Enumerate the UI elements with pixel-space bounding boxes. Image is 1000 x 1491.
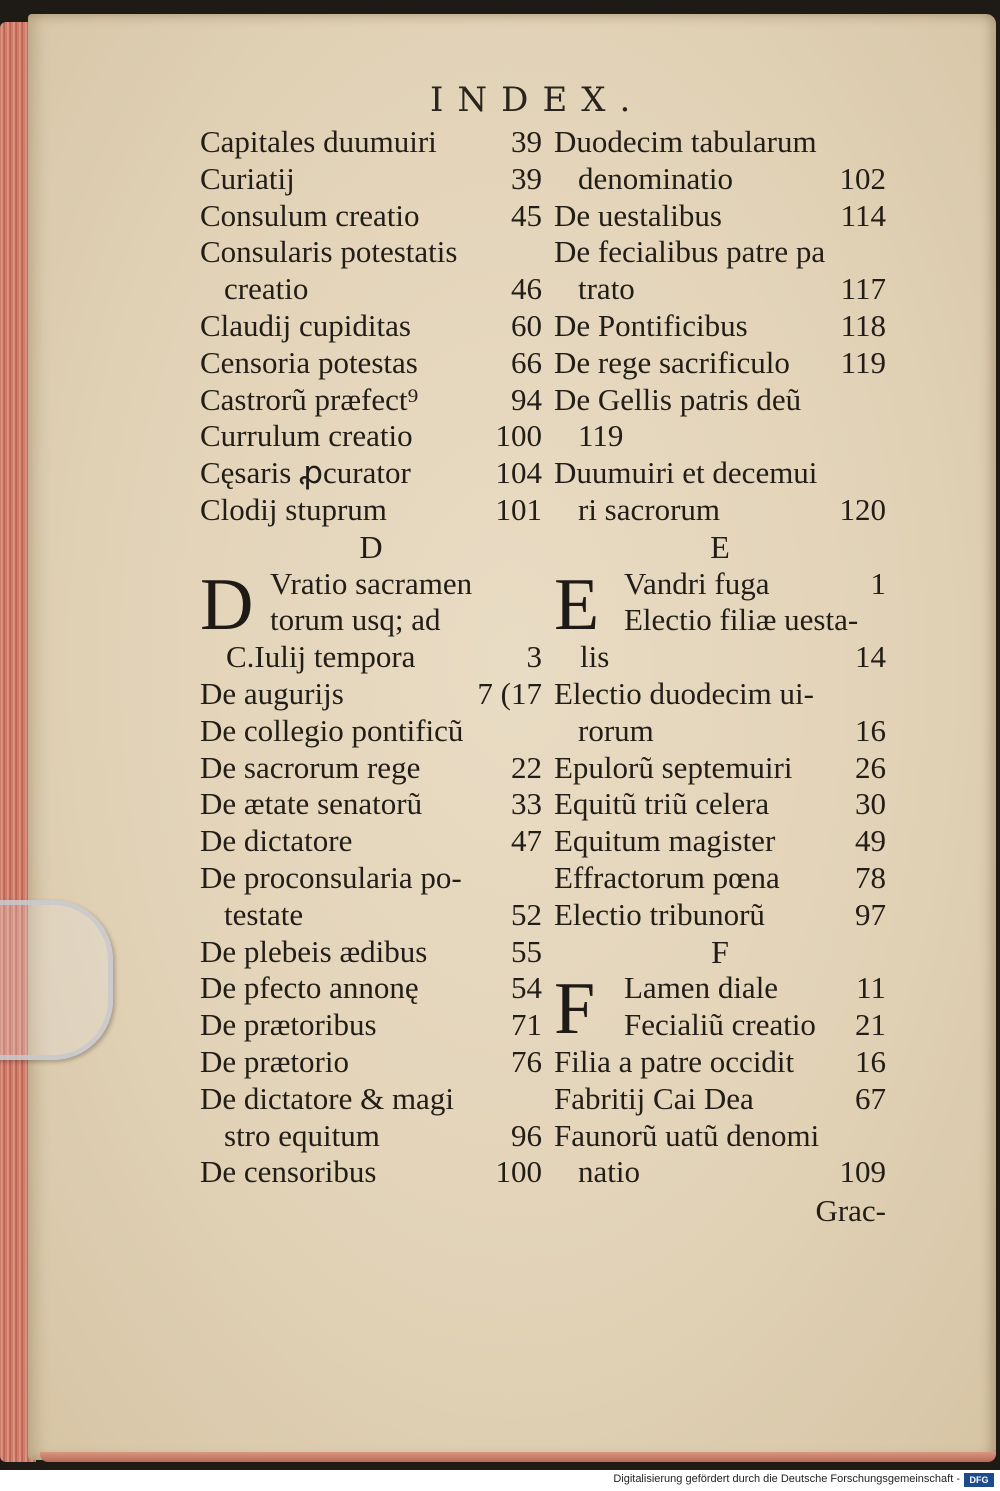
index-entry [200,308,542,345]
entry-text: Fecialiũ creatio [624,1007,816,1043]
index-entry [200,382,542,419]
entry-text: De Gellis patris deũ [554,381,802,417]
entry-page-number: 102 [839,160,886,196]
index-column-right [554,124,886,1230]
entry-page-number: 45 [511,197,542,233]
index-entry [554,198,886,235]
entry-page-number: 119 [840,344,886,380]
entry-page-number: 14 [855,639,886,675]
entry-text: lis [580,639,610,675]
index-entry [200,934,542,971]
entry-text: 119 [578,418,624,454]
entry-text: Effractorum pœna [554,859,780,895]
drop-cap-f: F [554,968,596,1051]
entry-page-number: 54 [511,970,542,1006]
entry-text: trato [578,271,635,307]
entry-page-number: 100 [495,1154,542,1190]
entry-page-number: 104 [495,455,542,491]
f-entries [554,1044,886,1191]
entry-text: Equitũ triũ celera [554,786,770,822]
index-entry [554,639,886,676]
drop-cap-block-d [200,563,542,676]
entry-text: De dictatore & magi [200,1080,454,1116]
index-entry [554,970,886,1007]
index-entry [554,271,886,308]
entry-page-number: 21 [855,1007,886,1043]
index-entry [554,455,886,492]
entry-page-number: 66 [511,344,542,380]
index-entry [200,345,542,382]
entry-page-number: 71 [511,1007,542,1043]
entry-text: Claudij cupiditas [200,307,411,343]
entry-page-number: 46 [511,271,542,307]
index-entry [200,1044,542,1081]
entry-page-number: 94 [511,381,542,417]
running-head: INDEX. [430,80,645,120]
entry-page-number: 78 [855,859,886,895]
index-entry [200,1118,542,1155]
entry-text: testate [224,896,304,932]
entry-text: Filia a patre occidit [554,1043,795,1079]
page-clip [0,900,113,1060]
entry-text: Duodecim tabularum [554,124,817,159]
entry-text: De plebeis ædibus [200,933,428,969]
index-entry [200,786,542,823]
entry-page-number: 101 [495,491,542,527]
entry-text: De pfecto annonę [200,970,419,1006]
entry-text: natio [578,1154,640,1190]
index-entry [200,1081,542,1118]
entry-text: De ætate senatorũ [200,786,423,822]
entry-page-number: 30 [855,786,886,822]
entry-text: ri sacrorum [578,491,721,527]
entry-text: De prætoribus [200,1007,377,1043]
entry-text: De dictatore [200,823,353,859]
entry-page-number: 1 [870,565,886,601]
entry-page-number: 16 [855,1043,886,1079]
drop-cap-block-e [554,563,886,676]
entry-text: denominatio [578,160,733,196]
entry-text: De rege sacrificulo [554,344,790,380]
entry-text: Fabritij Cai Dea [554,1080,754,1116]
digitization-footer [0,1470,1000,1491]
index-entry [200,234,542,271]
entry-text: Vratio sacramen [270,565,473,601]
entry-page-number: 52 [511,896,542,932]
entry-page-number: 49 [855,823,886,859]
e-entries [554,676,886,934]
entry-page-number: 118 [840,307,886,343]
book-bottom-edge [40,1452,996,1462]
entry-page-number: 55 [511,933,542,969]
index-entry [554,124,886,161]
entry-text: Castrorũ præfect⁹ [200,381,419,417]
entry-text: Faunorũ uatũ denomi [554,1117,820,1153]
entry-text: De sacrorum rege [200,749,421,785]
d-entries-continued [554,124,886,529]
entry-text: Electio tribunorũ [554,896,765,932]
index-entry [554,713,886,750]
entry-page-number: 114 [840,197,886,233]
entry-text: Duumuiri et decemui [554,455,818,491]
entry-page-number: 22 [511,749,542,785]
entry-text: Electio filiæ uesta- [624,602,859,638]
index-entry [200,823,542,860]
drop-cap-block-f [554,968,886,1051]
entry-text: Equitum magister [554,823,776,859]
entry-text: Censoria potestas [200,344,418,380]
entry-page-number: 39 [511,124,542,159]
index-entry [554,676,886,713]
entry-text: Lamen diale [624,970,779,1006]
entry-text: Clodij stuprum [200,491,387,527]
index-entry [200,970,542,1007]
index-entry [200,676,542,713]
entry-text: Currulum creatio [200,418,413,454]
entry-page-number: 96 [511,1117,542,1153]
index-entry [200,860,542,897]
entry-text: torum usq; ad [270,602,441,638]
entry-text: Consularis potestatis [200,234,458,270]
index-entry [200,713,542,750]
entry-page-number: 67 [855,1080,886,1116]
index-entry [554,161,886,198]
catchword: Grac- [815,1193,886,1229]
index-entry [554,1007,886,1044]
index-entry [200,897,542,934]
index-entry [554,897,886,934]
entry-page-number: 100 [495,418,542,454]
index-entry [554,566,886,603]
dfg-logo: DFG [964,1473,994,1487]
index-entry [554,308,886,345]
entry-text: De prætorio [200,1043,349,1079]
index-entry [554,823,886,860]
entry-page-number: 60 [511,307,542,343]
index-column-left [200,124,542,1191]
entry-text: creatio [224,271,309,307]
entry-text: De censoribus [200,1154,377,1190]
d-entries [200,676,542,1191]
entry-text: Epulorũ septemuiri [554,749,793,785]
entry-text: Electio duodecim ui- [554,675,814,711]
index-entry [554,382,886,419]
entry-page-number: 117 [840,271,886,307]
entry-text: Vandri fuga [624,565,770,601]
entry-page-number: 16 [855,712,886,748]
index-entry [554,345,886,382]
index-entry [554,602,886,639]
index-entry [554,234,886,271]
entry-text: Curiatij [200,160,295,196]
entry-page-number: 97 [855,896,886,932]
entry-text: Capitales duumuiri [200,124,437,159]
entry-text: De Pontificibus [554,307,748,343]
section-letter-d: D [359,528,383,565]
index-entry [554,492,886,529]
entry-text: De augurijs [200,675,344,711]
entry-text: Cęsaris ꝓcurator [200,455,411,491]
index-entry [200,418,542,455]
entry-page-number: 109 [839,1154,886,1190]
entry-text: stro equitum [224,1117,380,1153]
index-entry [200,124,542,161]
entry-page-number: 3 [526,639,542,675]
index-entry [200,271,542,308]
section-letter-e: E [710,528,730,565]
index-entry [200,198,542,235]
index-entry [200,492,542,529]
index-entry [200,455,542,492]
index-entry [554,1118,886,1155]
index-entry [200,750,542,787]
entry-page-number: 33 [511,786,542,822]
index-entry [554,786,886,823]
entry-text: De collegio pontificũ [200,712,464,748]
index-entry [200,1154,542,1191]
index-entry [554,1044,886,1081]
index-entry [554,418,886,455]
entry-page-number: 76 [511,1043,542,1079]
entry-text: De uestalibus [554,197,722,233]
index-entry [554,1154,886,1191]
index-entry [554,1081,886,1118]
entry-page-number: 26 [855,749,886,785]
entry-page-number: 47 [511,823,542,859]
entry-page-number: 120 [839,491,886,527]
index-entry [200,161,542,198]
drop-cap-d: D [200,563,254,646]
entry-page-number: 39 [511,160,542,196]
entry-text: C.Iulij tempora [226,639,416,675]
entry-text: rorum [578,712,654,748]
entry-page-number: 11 [856,970,886,1006]
drop-cap-e: E [554,563,600,646]
entry-text: De proconsularia po- [200,859,462,895]
entry-page-number: 7 (17 [477,675,542,711]
section-letter-f: F [711,933,729,970]
entry-text: De fecialibus patre pa [554,234,826,270]
entry-text: Consulum creatio [200,197,420,233]
index-entry [200,1007,542,1044]
index-entry [554,750,886,787]
c-entries [200,124,542,529]
index-entry [554,860,886,897]
funding-credit: Digitalisierung gefördert durch die Deutsche Forschungsgemeinschaft - [613,1473,960,1485]
